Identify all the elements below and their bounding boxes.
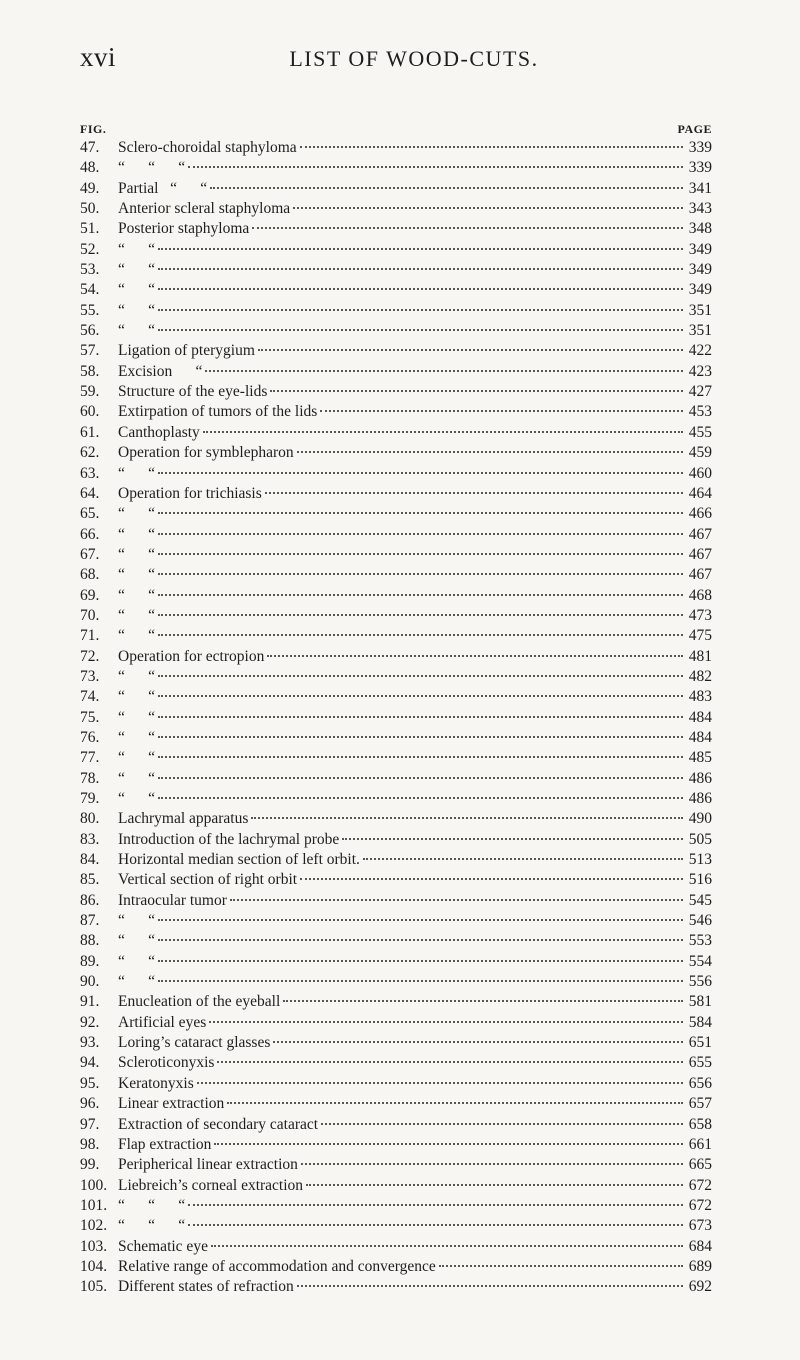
- figure-title: “ “: [118, 586, 156, 604]
- list-item: [80, 1216, 712, 1236]
- list-item: [80, 219, 712, 239]
- list-item: [80, 870, 712, 890]
- figure-number: 59.: [80, 383, 100, 401]
- page-reference: 349: [688, 240, 712, 258]
- list-item: [80, 158, 712, 178]
- figure-number: 84.: [80, 851, 100, 869]
- figure-number: 75.: [80, 708, 100, 726]
- figure-number: 83.: [80, 830, 100, 848]
- list-item: [80, 1013, 712, 1033]
- list-item: [80, 382, 712, 402]
- figure-title: “ “: [118, 322, 156, 340]
- page-reference: 455: [688, 423, 712, 441]
- dot-leader: [188, 1224, 683, 1226]
- dot-leader: [158, 736, 683, 738]
- list-item: [80, 545, 712, 565]
- figure-title: Keratonyxis: [118, 1074, 194, 1092]
- dot-leader: [158, 960, 683, 962]
- page-reference: 581: [688, 993, 712, 1011]
- dot-leader: [158, 939, 683, 941]
- page-reference: 692: [688, 1278, 712, 1296]
- dot-leader: [158, 980, 683, 982]
- figure-number: 95.: [80, 1074, 100, 1092]
- figure-title: Structure of the eye-lids: [118, 383, 268, 401]
- dot-leader: [297, 1285, 683, 1287]
- figure-title: Anterior scleral staphyloma: [118, 200, 291, 218]
- figure-title: Extirpation of tumors of the lids: [118, 403, 318, 421]
- page-reference: 554: [688, 952, 712, 970]
- page-reference: 351: [688, 322, 712, 340]
- figure-title: Scleroticonyxis: [118, 1054, 215, 1072]
- list-item: [80, 1033, 712, 1053]
- list-item: [80, 708, 712, 728]
- dot-leader: [158, 695, 683, 697]
- list-item: [80, 1277, 712, 1297]
- page-reference: 423: [688, 362, 712, 380]
- page-reference: 349: [688, 261, 712, 279]
- dot-leader: [283, 1000, 683, 1002]
- page-reference: 464: [688, 484, 712, 502]
- page-reference: 545: [688, 891, 712, 909]
- page-reference: 584: [688, 1013, 712, 1031]
- figure-title: Operation for symblepharon: [118, 444, 294, 462]
- figure-title: “ “: [118, 240, 156, 258]
- list-item: [80, 667, 712, 687]
- list-item: [80, 769, 712, 789]
- running-title: LIST OF WOOD-CUTS.: [289, 46, 539, 71]
- page-reference: 422: [688, 342, 712, 360]
- figure-title: Liebreich’s corneal extraction: [118, 1176, 304, 1194]
- page-reference: 486: [688, 769, 712, 787]
- figure-title: Sclero-choroidal staphyloma: [118, 139, 297, 156]
- dot-leader: [363, 858, 683, 860]
- figure-number: 78.: [80, 769, 100, 787]
- dot-leader: [158, 573, 683, 575]
- figure-title: “ “: [118, 769, 156, 787]
- list-item: [80, 484, 712, 504]
- figure-number: 47.: [80, 139, 100, 156]
- woodcut-list: [80, 138, 712, 1298]
- figure-number: 64.: [80, 484, 100, 502]
- figure-number: 54.: [80, 281, 100, 299]
- list-item: [80, 321, 712, 341]
- figure-number: 97.: [80, 1115, 100, 1133]
- dot-leader: [188, 166, 683, 168]
- dot-leader: [158, 756, 683, 758]
- dot-leader: [158, 614, 683, 616]
- page-reference: 490: [688, 810, 712, 828]
- figure-number: 56.: [80, 322, 100, 340]
- figure-title: “ “: [118, 281, 156, 299]
- page-reference: 339: [688, 159, 712, 177]
- dot-leader: [321, 1123, 683, 1125]
- figure-number: 52.: [80, 240, 100, 258]
- figure-number: 87.: [80, 912, 100, 930]
- page-column-heading: PAGE: [677, 122, 712, 136]
- list-item: [80, 830, 712, 850]
- figure-number: 89.: [80, 952, 100, 970]
- list-item: [80, 1094, 712, 1114]
- dot-leader: [158, 248, 683, 250]
- column-headings: [80, 122, 712, 138]
- dot-leader: [158, 268, 683, 270]
- list-item: [80, 504, 712, 524]
- figure-number: 63.: [80, 464, 100, 482]
- dot-leader: [158, 472, 683, 474]
- figure-number: 49.: [80, 179, 100, 197]
- figure-title: “ “: [118, 464, 156, 482]
- page-reference: 486: [688, 790, 712, 807]
- page-reference: 516: [688, 871, 712, 889]
- dot-leader: [158, 533, 683, 535]
- dot-leader: [230, 899, 683, 901]
- page-reference: 484: [688, 728, 712, 746]
- figure-title: Vertical section of right orbit: [118, 871, 298, 889]
- page-number: xvi: [80, 42, 117, 72]
- list-item: [80, 1115, 712, 1135]
- figure-title: Canthoplasty: [118, 423, 200, 441]
- figure-title: “ “: [118, 627, 156, 645]
- page-reference: 467: [688, 566, 712, 584]
- figure-title: “ “: [118, 952, 156, 970]
- figure-number: 100.: [80, 1176, 108, 1194]
- page-reference: 427: [688, 383, 712, 401]
- list-item: [80, 606, 712, 626]
- dot-leader: [342, 838, 683, 840]
- list-item: [80, 586, 712, 606]
- figure-title: “ “ “: [118, 159, 186, 177]
- figure-number: 92.: [80, 1013, 100, 1031]
- dot-leader: [197, 1082, 683, 1084]
- page-reference: 348: [688, 220, 712, 238]
- figure-title: “ “: [118, 708, 156, 726]
- page-reference: 475: [688, 627, 712, 645]
- dot-leader: [293, 207, 683, 209]
- list-item: [80, 647, 712, 667]
- dot-leader: [439, 1265, 683, 1267]
- dot-leader: [300, 878, 683, 880]
- figure-number: 79.: [80, 790, 100, 807]
- page-reference: 661: [688, 1135, 712, 1153]
- page-reference: 553: [688, 932, 712, 950]
- dot-leader: [306, 1184, 683, 1186]
- figure-title: Schematic eye: [118, 1237, 208, 1255]
- page-reference: 467: [688, 545, 712, 563]
- figure-title: Posterior staphyloma: [118, 220, 250, 238]
- figure-number: 93.: [80, 1034, 100, 1052]
- page-reference: 658: [688, 1115, 712, 1133]
- page-reference: 460: [688, 464, 712, 482]
- figure-title: “ “: [118, 667, 156, 685]
- figure-title: Flap extraction: [118, 1135, 212, 1153]
- dot-leader: [211, 1245, 683, 1247]
- page-reference: 459: [688, 444, 712, 462]
- page-reference: 656: [688, 1074, 712, 1092]
- dot-leader: [270, 390, 683, 392]
- figure-title: Intraocular tumor: [118, 891, 227, 909]
- figure-title: “ “: [118, 566, 156, 584]
- figure-title: “ “: [118, 912, 156, 930]
- list-item: [80, 240, 712, 260]
- dot-leader: [158, 594, 683, 596]
- dot-leader: [267, 655, 683, 657]
- page-reference: 484: [688, 708, 712, 726]
- list-item: [80, 931, 712, 951]
- figure-number: 69.: [80, 586, 100, 604]
- dot-leader: [158, 512, 683, 514]
- figure-title: “ “: [118, 688, 156, 706]
- list-item: [80, 687, 712, 707]
- figure-title: “ “: [118, 525, 156, 543]
- figure-number: 55.: [80, 301, 100, 319]
- list-item: [80, 789, 712, 809]
- list-item: [80, 341, 712, 361]
- figure-number: 96.: [80, 1095, 100, 1113]
- page-reference: 689: [688, 1257, 712, 1275]
- figure-title: Peripherical linear extraction: [118, 1156, 298, 1174]
- page-reference: 468: [688, 586, 712, 604]
- dot-leader: [158, 634, 683, 636]
- figure-number: 71.: [80, 627, 100, 645]
- list-item: [80, 1237, 712, 1257]
- figure-number: 53.: [80, 261, 100, 279]
- figure-number: 67.: [80, 545, 100, 563]
- list-item: [80, 138, 712, 158]
- list-item: [80, 1053, 712, 1073]
- page-header: [80, 42, 712, 82]
- dot-leader: [320, 410, 683, 412]
- dot-leader: [265, 492, 683, 494]
- page-reference: 485: [688, 749, 712, 767]
- figure-number: 88.: [80, 932, 100, 950]
- list-item: [80, 199, 712, 219]
- figure-title: “ “: [118, 932, 156, 950]
- figure-number: 74.: [80, 688, 100, 706]
- figure-title: “ “: [118, 545, 156, 563]
- list-item: [80, 626, 712, 646]
- page-reference: 473: [688, 606, 712, 624]
- list-item: [80, 1196, 712, 1216]
- list-item: [80, 464, 712, 484]
- figure-title: Relative range of accommodation and convergence: [118, 1257, 436, 1275]
- list-item: [80, 911, 712, 931]
- figure-number: 77.: [80, 749, 100, 767]
- dot-leader: [252, 227, 683, 229]
- list-item: [80, 1176, 712, 1196]
- list-item: [80, 301, 712, 321]
- page-reference: 339: [688, 139, 712, 156]
- figure-number: 76.: [80, 728, 100, 746]
- figure-title: Linear extraction: [118, 1095, 225, 1113]
- list-item: [80, 748, 712, 768]
- figure-title: “ “: [118, 728, 156, 746]
- figure-number: 50.: [80, 200, 100, 218]
- list-item: [80, 1135, 712, 1155]
- figure-number: 86.: [80, 891, 100, 909]
- figure-number: 72.: [80, 647, 100, 665]
- figure-number: 105.: [80, 1278, 108, 1296]
- page-reference: 343: [688, 200, 712, 218]
- list-item: [80, 952, 712, 972]
- dot-leader: [214, 1143, 683, 1145]
- figure-number: 104.: [80, 1257, 108, 1275]
- list-item: [80, 850, 712, 870]
- dot-leader: [300, 146, 683, 148]
- dot-leader: [210, 187, 683, 189]
- figure-number: 48.: [80, 159, 100, 177]
- figure-number: 99.: [80, 1156, 100, 1174]
- page-reference: 482: [688, 667, 712, 685]
- figure-title: “ “: [118, 301, 156, 319]
- figure-title: Enucleation of the eyeball: [118, 993, 281, 1011]
- figure-title: Loring’s cataract glasses: [118, 1034, 271, 1052]
- figure-number: 61.: [80, 423, 100, 441]
- figure-number: 102.: [80, 1217, 108, 1235]
- page-reference: 665: [688, 1156, 712, 1174]
- list-item: [80, 728, 712, 748]
- figure-title: “ “: [118, 973, 156, 991]
- dot-leader: [301, 1163, 683, 1165]
- figure-number: 80.: [80, 810, 100, 828]
- figure-number: 65.: [80, 505, 100, 523]
- page-reference: 351: [688, 301, 712, 319]
- page-reference: 657: [688, 1095, 712, 1113]
- dot-leader: [217, 1061, 683, 1063]
- figure-title: Extraction of secondary cataract: [118, 1115, 319, 1133]
- fig-column-heading: FIG.: [80, 122, 107, 136]
- page-reference: 651: [688, 1034, 712, 1052]
- page-reference: 673: [688, 1217, 712, 1235]
- dot-leader: [273, 1041, 683, 1043]
- figure-title: Partial “ “: [118, 179, 208, 197]
- page-reference: 481: [688, 647, 712, 665]
- list-item: [80, 362, 712, 382]
- dot-leader: [258, 349, 683, 351]
- figure-number: 60.: [80, 403, 100, 421]
- figure-title: Horizontal median section of left orbit.: [118, 851, 360, 869]
- dot-leader: [158, 309, 683, 311]
- figure-number: 94.: [80, 1054, 100, 1072]
- page-reference: 513: [688, 851, 712, 869]
- figure-number: 62.: [80, 444, 100, 462]
- figure-title: “ “: [118, 790, 156, 807]
- list-item: [80, 1074, 712, 1094]
- figure-number: 73.: [80, 667, 100, 685]
- list-item: [80, 972, 712, 992]
- page-reference: 672: [688, 1176, 712, 1194]
- list-item: [80, 1155, 712, 1175]
- page-reference: 483: [688, 688, 712, 706]
- dot-leader: [158, 553, 683, 555]
- figure-number: 85.: [80, 871, 100, 889]
- list-item: [80, 525, 712, 545]
- figure-title: Ligation of pterygium: [118, 342, 255, 360]
- figure-number: 51.: [80, 220, 100, 238]
- page-reference: 349: [688, 281, 712, 299]
- figure-number: 98.: [80, 1135, 100, 1153]
- figure-title: “ “: [118, 505, 156, 523]
- dot-leader: [158, 675, 683, 677]
- figure-title: “ “: [118, 261, 156, 279]
- page-reference: 466: [688, 505, 712, 523]
- page-reference: 684: [688, 1237, 712, 1255]
- figure-number: 58.: [80, 362, 100, 380]
- dot-leader: [158, 919, 683, 921]
- figure-title: “ “: [118, 749, 156, 767]
- page-reference: 341: [688, 179, 712, 197]
- page-reference: 453: [688, 403, 712, 421]
- list-item: [80, 565, 712, 585]
- list-item: [80, 992, 712, 1012]
- figure-number: 57.: [80, 342, 100, 360]
- page-reference: 505: [688, 830, 712, 848]
- page-reference: 467: [688, 525, 712, 543]
- page-reference: 556: [688, 973, 712, 991]
- figure-title: “ “ “: [118, 1196, 186, 1214]
- figure-title: Operation for ectropion: [118, 647, 265, 665]
- dot-leader: [158, 288, 683, 290]
- figure-title: Introduction of the lachrymal probe: [118, 830, 340, 848]
- dot-leader: [158, 797, 683, 799]
- figure-title: Operation for trichiasis: [118, 484, 262, 502]
- figure-number: 68.: [80, 566, 100, 584]
- figure-number: 90.: [80, 973, 100, 991]
- dot-leader: [188, 1204, 683, 1206]
- dot-leader: [205, 370, 683, 372]
- figure-title: Lachrymal apparatus: [118, 810, 249, 828]
- dot-leader: [209, 1021, 683, 1023]
- list-item: [80, 443, 712, 463]
- figure-title: Different states of refraction: [118, 1278, 294, 1296]
- list-item: [80, 179, 712, 199]
- list-item: [80, 280, 712, 300]
- page-reference: 546: [688, 912, 712, 930]
- dot-leader: [203, 431, 683, 433]
- figure-title: “ “ “: [118, 1217, 186, 1235]
- figure-title: Artificial eyes: [118, 1013, 207, 1031]
- list-item: [80, 260, 712, 280]
- list-item: [80, 1257, 712, 1277]
- figure-number: 103.: [80, 1237, 108, 1255]
- page-reference: 672: [688, 1196, 712, 1214]
- dot-leader: [227, 1102, 683, 1104]
- list-item: [80, 891, 712, 911]
- figure-number: 66.: [80, 525, 100, 543]
- list-item: [80, 809, 712, 829]
- dot-leader: [158, 777, 683, 779]
- dot-leader: [158, 716, 683, 718]
- figure-number: 91.: [80, 993, 100, 1011]
- figure-number: 101.: [80, 1196, 108, 1214]
- dot-leader: [251, 817, 683, 819]
- dot-leader: [297, 451, 683, 453]
- list-item: [80, 423, 712, 443]
- figure-title: “ “: [118, 606, 156, 624]
- list-item: [80, 402, 712, 422]
- dot-leader: [158, 329, 683, 331]
- page-reference: 655: [688, 1054, 712, 1072]
- figure-number: 70.: [80, 606, 100, 624]
- figure-title: Excision “: [118, 362, 203, 380]
